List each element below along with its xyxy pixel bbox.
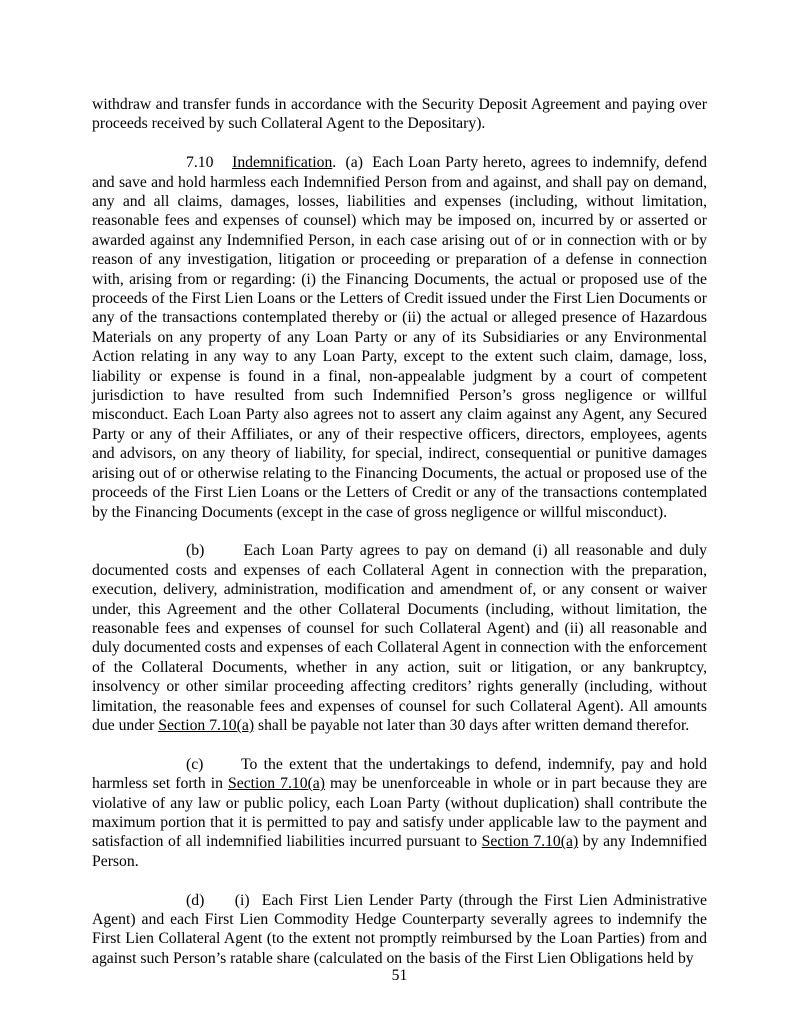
page-number: 51 — [391, 967, 408, 984]
underlined-reference: Section 7.10(a) — [158, 716, 255, 734]
text-segment: . (a) Each Loan Party hereto, agrees to indemnify, defend and save and hold harmless each Indemnified Person from and against, and shall pay on demand, any and all claims, damages, losses, liabilities and expenses (including, without limitation, reasonable fees and expenses of counsel) which may be imposed on, incurred by or asserted or awarded against any Indemnified Person, in each case arising out of or in connection with or by reason of any investigation, litigation or proceeding or preparation of a defense in connection with, arising from or regarding: (i) the Financing Documents, the actual or proposed use of the proceeds of the First Lien Loans or the Letters of Credit issued under the First Lien Documents or any of the transactions contemplated thereby or (ii) the actual or alleged presence of Hazardous Materials on any property of any Loan Party or any of its Subsidiaries or any Environmental Action relating in any way to any Loan Party, except to the extent such claim, damage, loss, liability or expense is found in a final, non-appealable judgment by a court of competent jurisdiction to have resulted from such Indemnified Person’s gross negligence or willful misconduct. Each Loan Party also agrees not to assert any claim against any Agent, any Secured Party or any of their Affiliates, or any of their respective officers, directors, employees, agents and advisors, on any theory of liability, for special, indirect, consequential or punitive damages arising out of or otherwise relating to the Financing Documents, the actual or proposed use of the proceeds of the First Lien Loans or the Letters of Credit or any of the transactions contemplated by the Financing Documents (except in the case of gross negligence or willful misconduct). — [92, 154, 708, 521]
paragraph-continuation — [92, 95, 707, 134]
text-segment: 7.10 — [186, 154, 233, 172]
text-segment: withdraw and transfer funds in accordance with the Security Deposit Agreement and paying over proceeds received by such Collateral Agent to the Depositary). — [92, 96, 707, 133]
text-segment: shall be payable not later than 30 days after written demand therefor. — [254, 716, 690, 734]
paragraph-section-7-10-d — [92, 891, 707, 969]
paragraph-section-7-10-b — [92, 541, 707, 735]
text-segment: (b) Each Loan Party agrees to pay on demand (i) all reasonable and duly documented costs and expenses of each Collateral Agent in connection with the preparation, execution, delivery, administration, modification and amendment of, or any consent or waiver under, this Agreement and the other Collateral Documents (including, without limitation, the reasonable fees and expenses of counsel for such Collateral Agent) and (ii) all reasonable and duly documented costs and expenses of each Collateral Agent in connection with the enforcement of the Collateral Documents, whether in any action, suit or litigation, or any bankruptcy, insolvency or other similar proceeding affecting creditors’ rights generally (including, without limitation, the reasonable fees and expenses of counsel for such Collateral Agent). All amounts due under — [92, 542, 707, 734]
underlined-reference: Indemnification — [232, 154, 333, 172]
document-body — [92, 95, 707, 968]
text-segment: (d) (i) Each First Lien Lender Party (through the First Lien Administrative Agent) and each First Lien Commodity Hedge Counterparty severally agrees to indemnify the First Lien Collateral Agent (to the extent not promptly reimbursed by the Loan Parties) from and against such Person’s ratable share (calculated on the basis of the First Lien Obligations held by — [92, 891, 707, 967]
underlined-reference: Section 7.10(a) — [228, 775, 325, 793]
text-segment: (c) To the extent that the undertakings to defend, indemnify, pay and hold harmless set forth in — [92, 755, 707, 793]
paragraph-section-7-10-c — [92, 755, 707, 871]
paragraph-section-7-10-a — [92, 153, 707, 522]
text-segment: by any Indemnified Person. — [92, 833, 708, 870]
text-segment: may be unenforceable in whole or in part because they are violative of any law or public policy, each Loan Party (without duplication) shall contribute the maximum portion that it is permitted to pay and satisfy under applicable law to the payment and satisfaction of all indemnified liabilities incurred pursuant to — [92, 775, 707, 851]
underlined-reference: Section 7.10(a) — [481, 833, 579, 851]
